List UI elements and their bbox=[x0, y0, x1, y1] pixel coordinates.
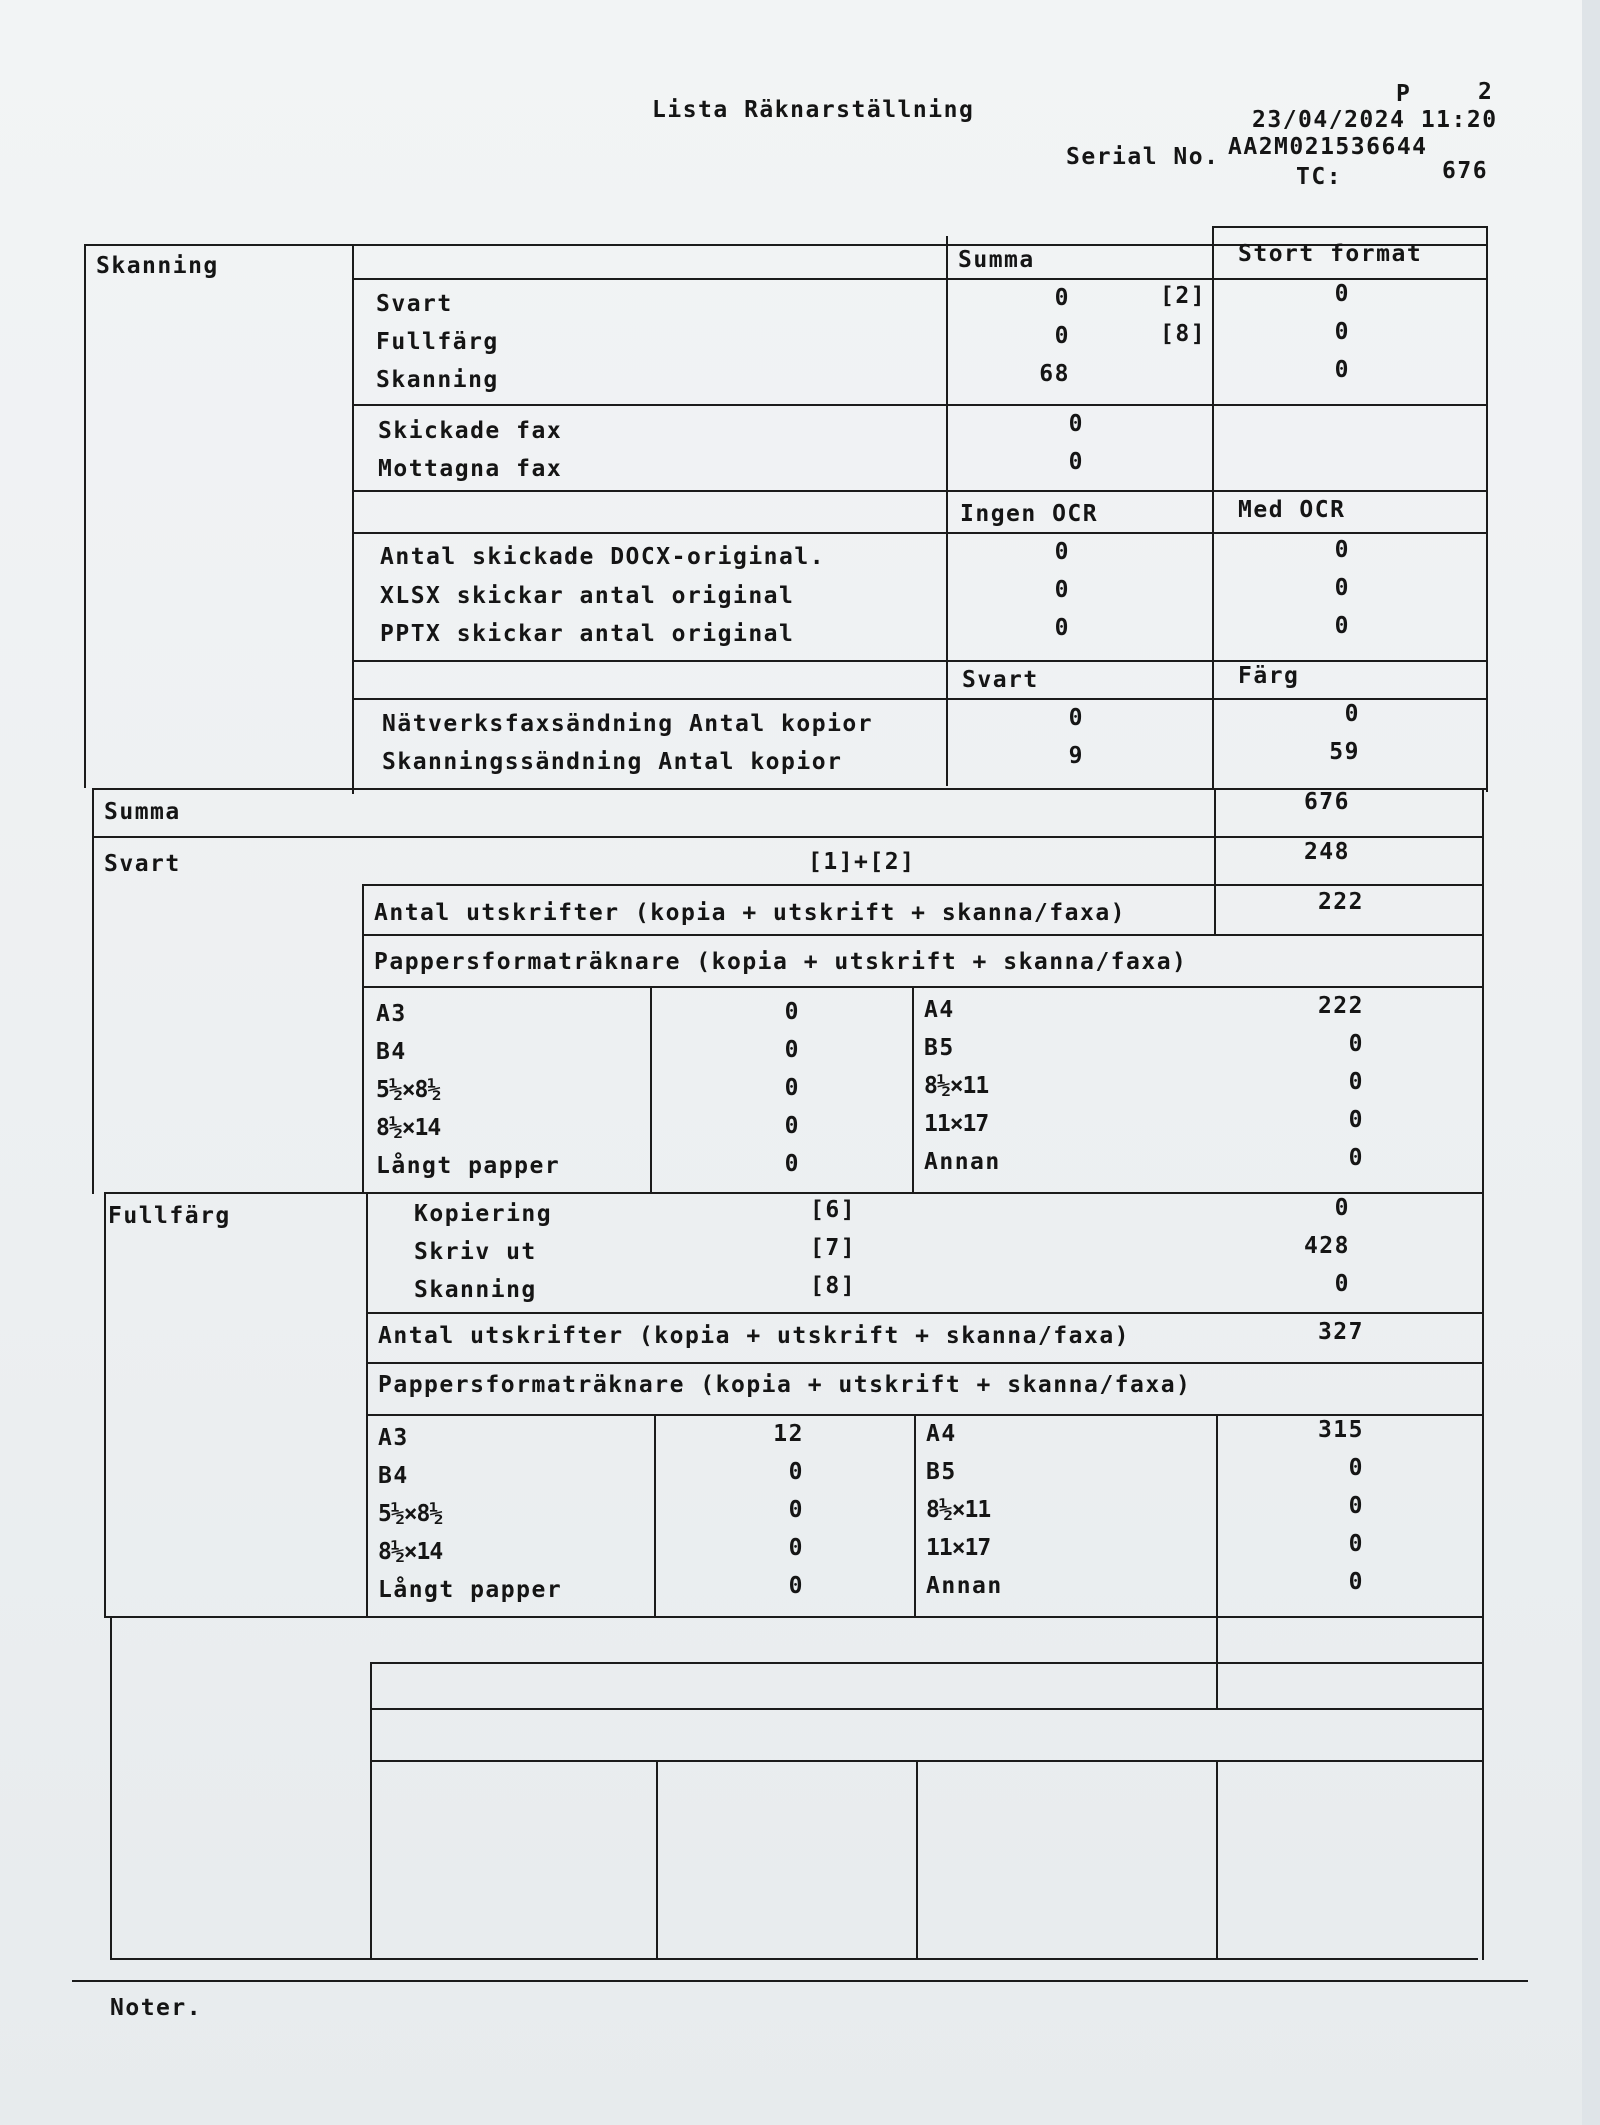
size-value: 0 bbox=[1348, 1493, 1364, 1519]
row-label: Skanning bbox=[376, 367, 499, 393]
size-label: A4 bbox=[926, 1421, 957, 1447]
fax-row-value: 0 bbox=[1068, 449, 1084, 475]
section-label-fullfarg: Fullfärg bbox=[108, 1203, 231, 1229]
total-value: 676 bbox=[1303, 789, 1350, 815]
size-value: 0 bbox=[784, 1075, 800, 1101]
black-paper-label: Pappersformaträknare (kopia + utskrift + skanna/faxa) bbox=[374, 949, 1188, 975]
size-value: 0 bbox=[1348, 1569, 1364, 1595]
color-row-value: 428 bbox=[1303, 1233, 1350, 1259]
paper-edge bbox=[1582, 0, 1600, 2125]
send-row-svart: 0 bbox=[1068, 705, 1084, 731]
row-ref: [8] bbox=[1160, 321, 1207, 347]
size-label: 5½×8½ bbox=[378, 1501, 443, 1527]
row-stort: 0 bbox=[1334, 357, 1350, 383]
size-label: Annan bbox=[924, 1149, 1001, 1175]
page-label: P bbox=[1396, 81, 1412, 107]
size-label: 8½×11 bbox=[924, 1073, 989, 1099]
notes-label: Noter. bbox=[110, 1995, 203, 2021]
black-formula: [1]+[2] bbox=[808, 849, 916, 875]
section-label-skanning: Skanning bbox=[96, 253, 219, 279]
size-label: A3 bbox=[376, 1001, 407, 1027]
report-title: Lista Räknarställning bbox=[652, 97, 975, 123]
size-value: 0 bbox=[784, 1151, 800, 1177]
row-summa: 68 bbox=[1039, 361, 1070, 387]
fax-row-label: Mottagna fax bbox=[378, 456, 563, 482]
send-row-farg: 59 bbox=[1329, 739, 1360, 765]
size-value: 0 bbox=[788, 1459, 804, 1485]
ocr-row-med: 0 bbox=[1334, 613, 1350, 639]
ocr-row-ingen: 0 bbox=[1054, 615, 1070, 641]
size-label: 8½×14 bbox=[378, 1539, 443, 1565]
send-row-label: Nätverksfaxsändning Antal kopior bbox=[382, 711, 874, 737]
ocr-row-ingen: 0 bbox=[1054, 539, 1070, 565]
fax-row-value: 0 bbox=[1068, 411, 1084, 437]
col-header-svart: Svart bbox=[962, 667, 1039, 693]
ocr-row-label: PPTX skickar antal original bbox=[380, 621, 795, 647]
size-label: B4 bbox=[376, 1039, 407, 1065]
section-label-svart: Svart bbox=[104, 851, 181, 877]
send-row-svart: 9 bbox=[1068, 743, 1084, 769]
size-label: A3 bbox=[378, 1425, 409, 1451]
size-label: 11×17 bbox=[926, 1535, 991, 1561]
ocr-row-med: 0 bbox=[1334, 575, 1350, 601]
size-value: 0 bbox=[784, 1113, 800, 1139]
size-value: 0 bbox=[1348, 1107, 1364, 1133]
size-value: 0 bbox=[1348, 1531, 1364, 1557]
row-ref: [2] bbox=[1160, 283, 1207, 309]
fax-row-label: Skickade fax bbox=[378, 418, 563, 444]
size-label: B5 bbox=[926, 1459, 957, 1485]
date-time: 23/04/2024 11:20 bbox=[1252, 107, 1498, 133]
color-prints-value: 327 bbox=[1317, 1319, 1364, 1345]
tc-label: TC: bbox=[1296, 164, 1343, 190]
black-prints-label: Antal utskrifter (kopia + utskrift + skanna/faxa) bbox=[374, 900, 1127, 926]
ocr-row-med: 0 bbox=[1334, 537, 1350, 563]
size-label: B5 bbox=[924, 1035, 955, 1061]
col-header-summa: Summa bbox=[958, 247, 1035, 273]
size-label: 8½×11 bbox=[926, 1497, 991, 1523]
size-value: 0 bbox=[1348, 1069, 1364, 1095]
color-row-label: Skanning bbox=[414, 1277, 537, 1303]
page-number: 2 bbox=[1478, 79, 1494, 105]
size-value: 0 bbox=[1348, 1031, 1364, 1057]
total-label: Summa bbox=[104, 799, 181, 825]
color-paper-label: Pappersformaträknare (kopia + utskrift + skanna/faxa) bbox=[378, 1372, 1192, 1398]
size-label: 11×17 bbox=[924, 1111, 989, 1137]
size-value: 315 bbox=[1317, 1417, 1364, 1443]
size-label: 8½×14 bbox=[376, 1115, 441, 1141]
size-value: 12 bbox=[773, 1421, 804, 1447]
tc-value: 676 bbox=[1442, 158, 1489, 184]
size-value: 0 bbox=[1348, 1145, 1364, 1171]
size-value: 0 bbox=[1348, 1455, 1364, 1481]
col-header-ingen-ocr: Ingen OCR bbox=[960, 501, 1099, 527]
size-value: 0 bbox=[784, 1037, 800, 1063]
size-label: B4 bbox=[378, 1463, 409, 1489]
col-header-farg: Färg bbox=[1238, 663, 1300, 689]
size-label: Långt papper bbox=[376, 1153, 561, 1179]
color-row-ref: [7] bbox=[810, 1235, 857, 1261]
serial-label: Serial No. bbox=[1066, 144, 1220, 170]
color-row-value: 0 bbox=[1334, 1195, 1350, 1221]
row-label: Svart bbox=[376, 291, 453, 317]
serial-value: AA2M021536644 bbox=[1228, 134, 1428, 160]
row-stort: 0 bbox=[1334, 319, 1350, 345]
color-prints-label: Antal utskrifter (kopia + utskrift + skanna/faxa) bbox=[378, 1323, 1131, 1349]
color-row-ref: [8] bbox=[810, 1273, 857, 1299]
size-value: 0 bbox=[788, 1497, 804, 1523]
ocr-row-label: XLSX skickar antal original bbox=[380, 583, 795, 609]
col-header-med-ocr: Med OCR bbox=[1238, 497, 1346, 523]
black-value: 248 bbox=[1303, 839, 1350, 865]
row-stort: 0 bbox=[1334, 281, 1350, 307]
color-row-value: 0 bbox=[1334, 1271, 1350, 1297]
send-row-farg: 0 bbox=[1344, 701, 1360, 727]
size-value: 0 bbox=[784, 999, 800, 1025]
size-label: 5½×8½ bbox=[376, 1077, 441, 1103]
row-label: Fullfärg bbox=[376, 329, 499, 355]
size-value: 0 bbox=[788, 1535, 804, 1561]
size-value: 0 bbox=[788, 1573, 804, 1599]
color-row-label: Kopiering bbox=[414, 1201, 553, 1227]
row-summa: 0 bbox=[1054, 323, 1070, 349]
size-label: Annan bbox=[926, 1573, 1003, 1599]
row-summa: 0 bbox=[1054, 285, 1070, 311]
col-header-stort-format: Stort format bbox=[1238, 241, 1423, 267]
size-label: A4 bbox=[924, 997, 955, 1023]
size-label: Långt papper bbox=[378, 1577, 563, 1603]
ocr-row-label: Antal skickade DOCX-original. bbox=[380, 544, 826, 570]
ocr-row-ingen: 0 bbox=[1054, 577, 1070, 603]
color-row-ref: [6] bbox=[810, 1197, 857, 1223]
color-row-label: Skriv ut bbox=[414, 1239, 537, 1265]
black-prints-value: 222 bbox=[1317, 889, 1364, 915]
send-row-label: Skanningssändning Antal kopior bbox=[382, 749, 843, 775]
size-value: 222 bbox=[1317, 993, 1364, 1019]
